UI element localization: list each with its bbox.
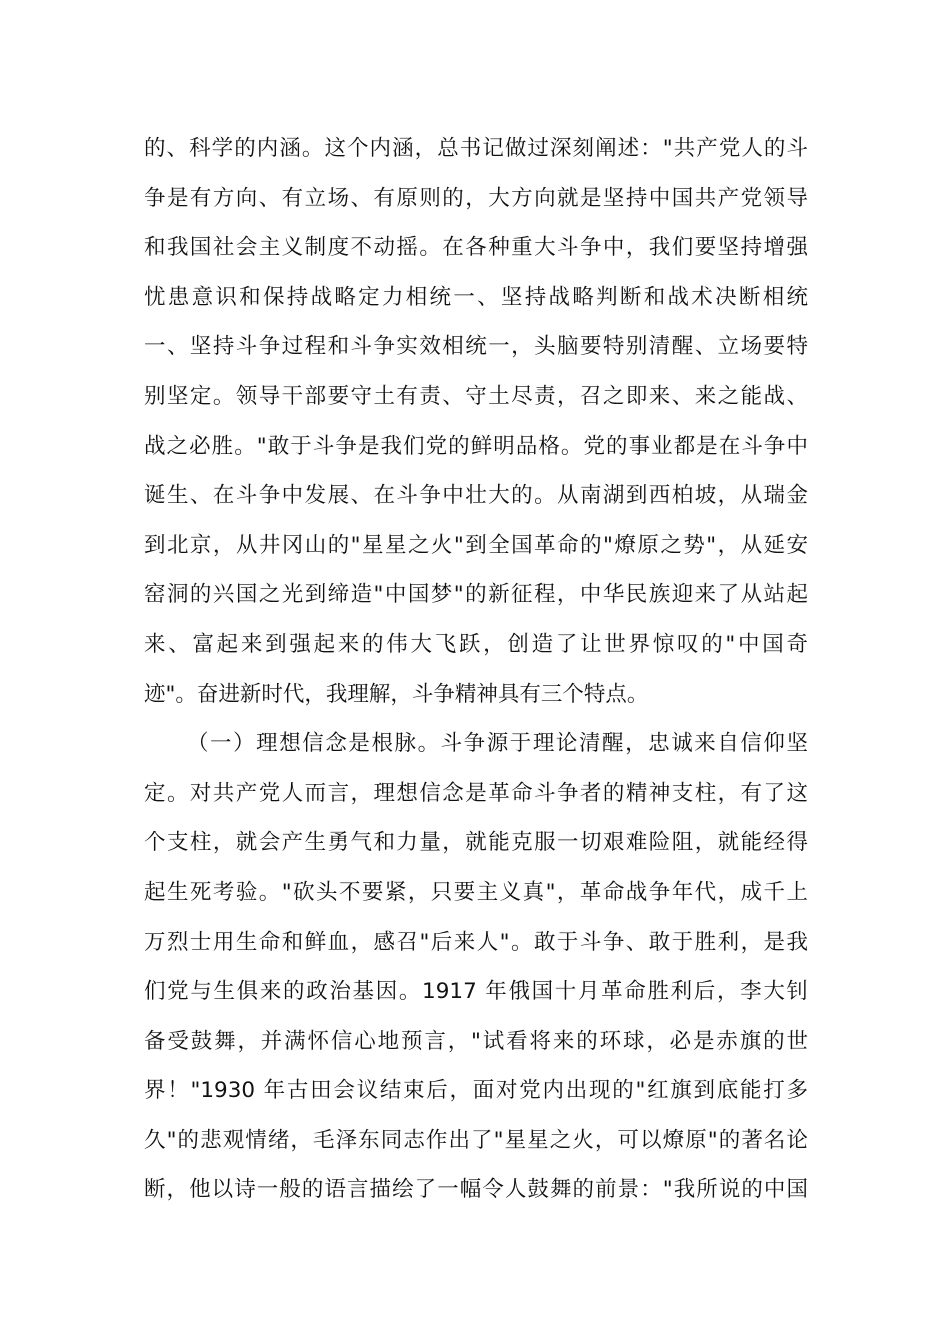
paragraph-1 xyxy=(144,124,808,719)
text-line: 起生死考验。"砍头不要紧，只要主义真"，革命战争年代，成千上 xyxy=(144,879,808,905)
text-line: 界！"1930 年古田会议结束后，面对党内出现的"红旗到底能打多 xyxy=(144,1078,808,1104)
text-line: 万烈士用生命和鲜血，感召"后来人"。敢于斗争、敢于胜利，是我 xyxy=(144,929,808,955)
paragraph-2 xyxy=(144,719,808,1215)
text-line: 定。对共产党人而言，理想信念是革命斗争者的精神支柱，有了这 xyxy=(144,780,808,806)
text-line: 和我国社会主义制度不动摇。在各种重大斗争中，我们要坚持增强 xyxy=(144,235,808,261)
text-line: 争是有方向、有立场、有原则的，大方向就是坚持中国共产党领导 xyxy=(144,185,808,211)
text-line: （一）理想信念是根脉。斗争源于理论清醒，忠诚来自信仰坚 xyxy=(187,731,808,757)
body-text xyxy=(144,124,808,1215)
text-line: 诞生、在斗争中发展、在斗争中壮大的。从南湖到西柏坡，从瑞金 xyxy=(144,483,808,509)
text-line: 战之必胜。"敢于斗争是我们党的鲜明品格。党的事业都是在斗争中 xyxy=(144,433,808,459)
text-line: 忧患意识和保持战略定力相统一、坚持战略判断和战术决断相统 xyxy=(144,284,808,310)
text-line: 到北京，从井冈山的"星星之火"到全国革命的"燎原之势"，从延安 xyxy=(144,532,808,558)
text-line: 断，他以诗一般的语言描绘了一幅令人鼓舞的前景："我所说的中国 xyxy=(144,1177,808,1203)
text-line: 的、科学的内涵。这个内涵，总书记做过深刻阐述："共产党人的斗 xyxy=(144,136,808,161)
text-line: 久"的悲观情绪，毛泽东同志作出了"星星之火，可以燎原"的著名论 xyxy=(144,1127,808,1153)
text-line: 窑洞的兴国之光到缔造"中国梦"的新征程，中华民族迎来了从站起 xyxy=(144,582,808,608)
text-line: 们党与生俱来的政治基因。1917 年俄国十月革命胜利后，李大钊 xyxy=(144,979,808,1005)
text-line: 一、坚持斗争过程和斗争实效相统一，头脑要特别清醒、立场要特 xyxy=(144,334,808,360)
text-line: 备受鼓舞，并满怀信心地预言，"试看将来的环球，必是赤旗的世 xyxy=(144,1028,808,1054)
text-line: 迹"。奋进新时代，我理解，斗争精神具有三个特点。 xyxy=(144,681,649,707)
text-line: 来、富起来到强起来的伟大飞跃，创造了让世界惊叹的"中国奇 xyxy=(144,631,808,657)
text-line: 个支柱，就会产生勇气和力量，就能克服一切艰难险阻，就能经得 xyxy=(144,830,808,856)
text-line: 别坚定。领导干部要守土有责、守土尽责，召之即来、来之能战、 xyxy=(144,383,808,409)
